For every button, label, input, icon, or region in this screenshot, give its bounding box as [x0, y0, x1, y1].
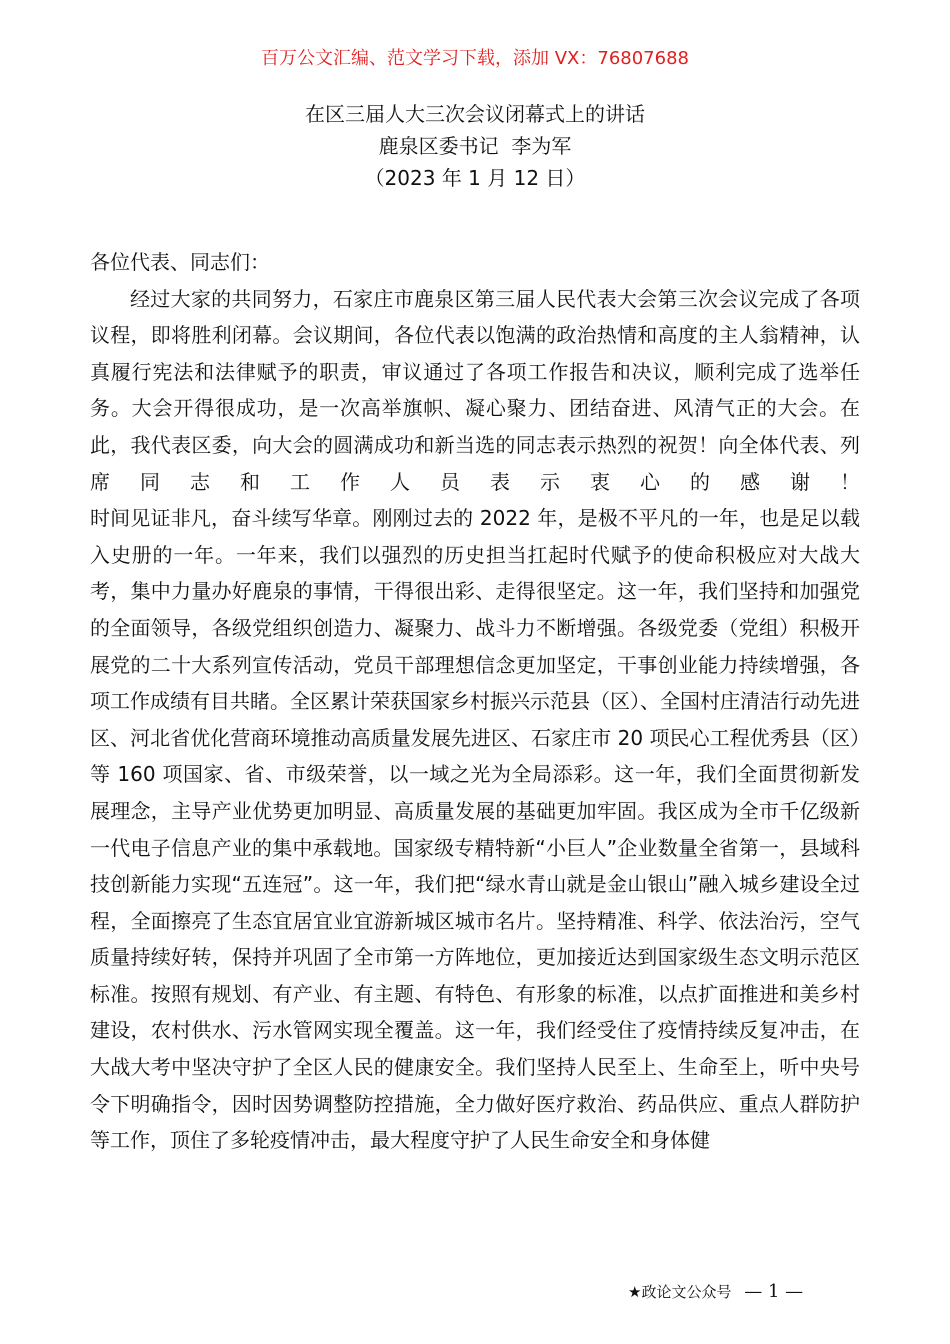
page-number: — 1 — [744, 1281, 804, 1302]
document-title: 在区三届人大三次会议闭幕式上的讲话 [305, 102, 645, 126]
document-body [90, 244, 860, 1159]
document-header [0, 98, 950, 194]
salutation: 各位代表、同志们： [90, 250, 270, 274]
paragraph: 经过大家的共同努力，石家庄市鹿泉区第三届人民代表大会第三次会议完成了各项议程，即将胜利闭幕。会议期间，各位代表以饱满的政治热情和高度的主人翁精神，认真履行宪法和法律赋予的职责，审议通过了各项工作报告和决议，顺利完成了选举任务。大会开得很成功，是一次高举旗帜、凝心聚力、团结奋进、风清气正的大会。在此，我代表区委，向大会的圆满成功和新当选的同志表示热烈的祝贺！向全体代表、列席同志和工作人员表示衷心的感谢！ [90, 286, 860, 494]
paragraph: 时间见证非凡，奋斗续写华章。刚刚过去的 2022 年，是极不平凡的一年，也是足以载入史册的一年。一年来，我们以强烈的历史担当扛起时代赋予的使命积极应对大战大考，集中力量办好鹿泉的事情，干得很出彩、走得很坚定。这一年，我们坚持和加强党的全面领导，各级党组织创造力、凝聚力、战斗力不断增强。各级党委（党组）积极开展党的二十大系列宣传活动，党员干部理想信念更加坚定，干事创业能力持续增强，各项工作成绩有目共睹。全区累计荣获国家乡村振兴示范县（区）、全国村庄清洁行动先进区、河北省优化营商环境推动高质量发展先进区、石家庄市 20 项民心工程优秀县（区）等 160 项国家、省、市级荣誉，以一域之光为全局添彩。这一年，我们全面贯彻新发展理念，主导产业优势更加明显、高质量发展的基础更加牢固。我区成为全市千亿级新一代电子信息产业的集中承载地。国家级专精特新“小巨人”企业数量全省第一，县域科技创新能力实现“五连冠”。这一年，我们把“绿水青山就是金山银山”融入城乡建设全过程，全面擦亮了生态宜居宜业宜游新城区城市名片。坚持精准、科学、依法治污，空气质量持续好转，保持并巩固了全市第一方阵地位，更加接近达到国家级生态文明示范区标准。按照有规划、有产业、有主题、有特色、有形象的标准，以点扩面推进和美乡村建设，农村供水、污水管网实现全覆盖。这一年，我们经受住了疫情持续反复冲击，在大战大考中坚决守护了全区人民的健康安全。我们坚持人民至上、生命至上，听中央号令下明确指令，因时因势调整防控措施，全力做好医疗救治、药品供应、重点人群防护等工作，顶住了多轮疫情冲击，最大程度守护了人民生命安全和身体健 [90, 506, 860, 1153]
page-footer [628, 1280, 803, 1304]
speaker-line: 鹿泉区委书记 李为军 [378, 134, 572, 158]
speech-date: （2023 年 1 月 12 日） [364, 166, 586, 190]
watermark-banner: 百万公文汇编、范文学习下载，添加 VX：76807688 [261, 48, 689, 69]
footer-source: ★政论文公众号 [628, 1283, 732, 1301]
